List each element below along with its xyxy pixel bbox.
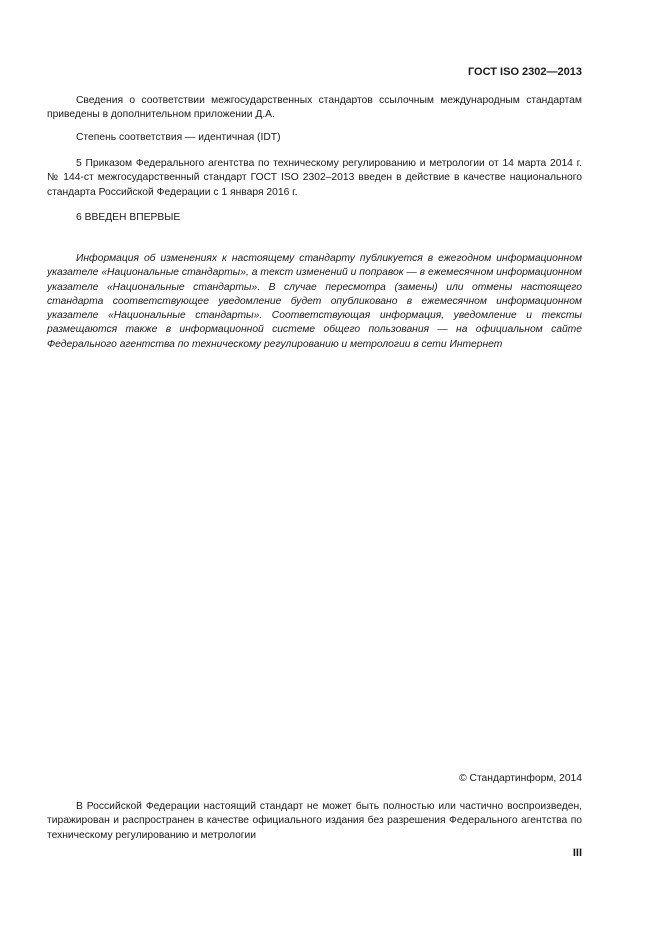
page-number: III	[572, 847, 582, 859]
paragraph-references: Сведения о соответствии межгосударственных стандартов ссылочным международным стандартам приведены в дополнительном приложении Д.А.	[47, 95, 582, 121]
copyright-notice: © Стандартинформ, 2014	[459, 773, 582, 784]
rights-notice: В Российской Федерации настоящий стандарт не может быть полностью или частично воспроизведен, тиражирован и распространен в качестве официального издания без разрешения Федерального агентства по техническому регулированию и метрологии	[47, 801, 582, 841]
document-code: ГОСТ ISO 2302—2013	[467, 66, 582, 78]
paragraph-order: 5 Приказом Федерального агентства по техническому регулированию и метрологии от 14 марта 2014 г. № 144-ст межгосударственный стандарт ГОСТ ISO 2302–2013 введен в действие в качестве национального стандарта Российской Федерации с 1 января 2016 г.	[47, 158, 582, 198]
changes-notice: Информация об изменениях к настоящему стандарту публикуется в ежегодном информационном указателе «Национальные стандарты», а текст изменений и поправок — в ежемесячном информационном указателе «Национальные стандарты». В случае пересмотра (замены) или отмены настоящего стандарта соответствующее уведомление будет опубликовано в ежемесячном информационном указателе «Национальные стандарты». Соответствующая информация, уведомление и тексты размещаются также в информационной системе общего пользования — на официальном сайте Федерального агентства по техническому регулированию и метрологии в сети Интернет	[47, 253, 582, 350]
paragraph-introduced: 6 ВВЕДЕН ВПЕРВЫЕ	[76, 212, 181, 223]
paragraph-conformity: Степень соответствия — идентичная (IDT)	[76, 132, 281, 143]
